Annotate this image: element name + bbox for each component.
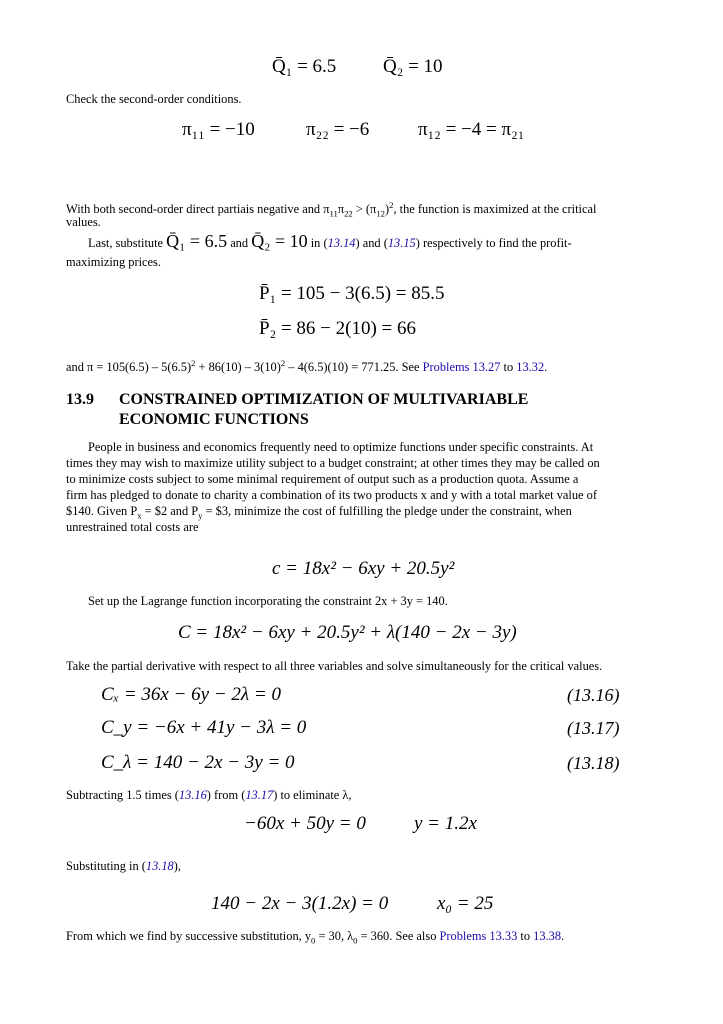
intro-line-1: People in business and economics frequently need to optimize functions under specific constraints. At bbox=[88, 440, 594, 454]
lagrange-equation: C = 18x² − 6xy + 20.5y² + λ(140 − 2x − 3y) bbox=[178, 622, 517, 643]
ref-13-17-link[interactable]: 13.17 bbox=[245, 788, 274, 802]
x-solution: x₀ = 25 bbox=[437, 893, 494, 914]
price-1-equation: P̄₁ = 105 − 3(6.5) = 85.5 bbox=[259, 283, 445, 304]
partial-lambda-equation: C_λ = 140 − 2x − 3y = 0 bbox=[101, 752, 295, 773]
substitute-paragraph-cont: maximizing prices. bbox=[66, 255, 161, 269]
partial-x-equation: Cₓ = 36x − 6y − 2λ = 0 bbox=[101, 684, 281, 705]
intro-line-2: times they may wish to maximize utility subject to a budget constraint; at other times they may be called on bbox=[66, 456, 600, 470]
intro-line-4: firm has pledged to donate to charity a combination of its two products x and y with a total market value of bbox=[66, 488, 597, 502]
elimination-equation: −60x + 50y = 0 bbox=[244, 813, 366, 834]
pi12-value: π₁₂ = −4 = π₂₁ bbox=[418, 119, 525, 140]
intro-line-3: to minimize costs subject to some minimal requirement of output such as a production quota. Assume a bbox=[66, 472, 579, 486]
check-text: Check the second-order conditions. bbox=[66, 92, 242, 106]
inline-q2: Q̄₂ = 10 bbox=[251, 231, 308, 251]
profit-line: and $\pi = 105(6.5) - 5(6.5)^2 + 86(10) - 3(10)^2 - 4(6.5)(10) = 771.25$. See Problems 13.27 to 13.32. bbox=[66, 358, 548, 375]
y-solution: y = 1.2x bbox=[414, 813, 477, 834]
second-order-paragraph-cont: values. bbox=[66, 215, 101, 229]
substitute-paragraph: Last, substitute Q̄₁ = 6.5 and Q̄₂ = 10 in (13.14) and (13.15) respectively to find the profit- bbox=[88, 231, 572, 251]
equation-number-13-16: (13.16) bbox=[567, 685, 620, 705]
problems-13-27-link[interactable]: Problems 13.27 bbox=[422, 360, 501, 375]
substituting-text: Substituting in (13.18), bbox=[66, 859, 181, 873]
ref-13-18-link[interactable]: 13.18 bbox=[145, 859, 174, 873]
equation-number-13-17: (13.17) bbox=[567, 718, 620, 738]
ref-13-14-link[interactable]: 13.14 bbox=[327, 236, 356, 250]
partials-text: Take the partial derivative with respect to all three variables and solve simultaneously for the critical values. bbox=[66, 659, 603, 673]
problem-13-32-link[interactable]: 13.32 bbox=[516, 360, 545, 375]
cost-equation: c = 18x² − 6xy + 20.5y² bbox=[272, 558, 455, 579]
intro-line-5: $140. Given $P_x$ = $2 and $P_y$ = $3, minimize the cost of fulfilling the pledge under the constraint, when bbox=[66, 504, 572, 521]
q1-optimum: Q̄₁ = 6.5 bbox=[272, 56, 337, 77]
problem-13-38-link[interactable]: 13.38 bbox=[533, 929, 562, 943]
pi22-value: π₂₂ = −6 bbox=[306, 119, 370, 140]
x-substitution-equation: 140 − 2x − 3(1.2x) = 0 bbox=[211, 893, 389, 914]
lagrange-setup-text: Set up the Lagrange function incorporating the constraint 2x + 3y = 140. bbox=[88, 594, 448, 608]
second-order-paragraph: With both second-order direct partiais negative and $\pi_{11}\pi_{22} > (\pi_{12})^2$, the function is maximized at the critical bbox=[66, 200, 597, 219]
final-line: From which we find by successive substitution, $y_0 = 30$, $\lambda_0 = 360$. See also Problems 13.33 to 13.38. bbox=[66, 929, 565, 946]
equation-number-13-18: (13.18) bbox=[567, 753, 620, 773]
q2-optimum: Q̄₂ = 10 bbox=[383, 56, 443, 77]
inline-q1: Q̄₁ = 6.5 bbox=[166, 231, 228, 251]
ref-13-16-link[interactable]: 13.16 bbox=[178, 788, 207, 802]
price-2-equation: P̄₂ = 86 − 2(10) = 66 bbox=[259, 318, 416, 339]
intro-line-6: unrestrained total costs are bbox=[66, 520, 199, 534]
problems-13-33-link[interactable]: Problems 13.33 bbox=[439, 929, 518, 943]
section-title-line2: ECONOMIC FUNCTIONS bbox=[119, 411, 309, 428]
subtracting-text: Subtracting 1.5 times (13.16) from (13.17) to eliminate λ, bbox=[66, 788, 352, 802]
section-title-line1: CONSTRAINED OPTIMIZATION OF MULTIVARIABLE bbox=[119, 391, 529, 408]
pi11-value: π₁₁ = −10 bbox=[182, 119, 255, 140]
section-number: 13.9 bbox=[66, 391, 94, 408]
ref-13-15-link[interactable]: 13.15 bbox=[387, 236, 416, 250]
partial-y-equation: C_y = −6x + 41y − 3λ = 0 bbox=[101, 717, 307, 738]
